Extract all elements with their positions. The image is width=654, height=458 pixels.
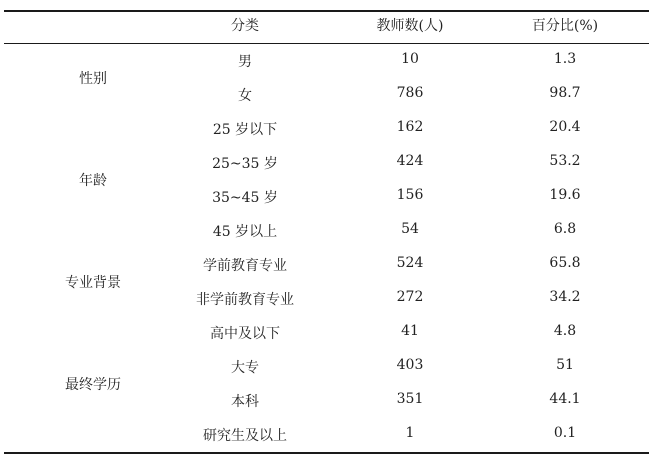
row-count: 156 xyxy=(396,187,424,203)
row-percent: 19.6 xyxy=(549,187,581,203)
row-count: 1 xyxy=(405,425,415,441)
row-percent: 98.7 xyxy=(549,85,581,101)
table-top-rule xyxy=(4,10,649,12)
group-label-education: 最终学历 xyxy=(65,377,121,393)
row-category: 25 岁以下 xyxy=(212,122,278,138)
group-label-major: 专业背景 xyxy=(65,275,121,291)
row-category: 非学前教育专业 xyxy=(196,292,294,308)
row-count: 424 xyxy=(396,153,424,169)
row-count: 54 xyxy=(401,221,419,237)
row-count: 10 xyxy=(401,51,419,67)
row-percent: 0.1 xyxy=(553,425,577,441)
row-count: 41 xyxy=(401,323,419,339)
row-percent: 53.2 xyxy=(549,153,581,169)
row-category: 本科 xyxy=(231,394,259,410)
row-percent: 6.8 xyxy=(553,221,577,237)
row-percent: 65.8 xyxy=(549,255,581,271)
row-percent: 20.4 xyxy=(549,119,581,135)
table-header-rule xyxy=(4,43,649,44)
row-count: 162 xyxy=(396,119,424,135)
row-count: 524 xyxy=(396,255,424,271)
row-percent: 4.8 xyxy=(553,323,577,339)
row-percent: 51 xyxy=(556,357,574,373)
header-category: 分类 xyxy=(231,18,259,34)
row-category: 35~45 岁 xyxy=(212,190,278,206)
row-category: 高中及以下 xyxy=(210,326,280,342)
row-percent: 44.1 xyxy=(549,391,581,407)
row-count: 272 xyxy=(396,289,424,305)
row-category: 45 岁以上 xyxy=(212,224,278,240)
row-count: 403 xyxy=(396,357,424,373)
row-category: 男 xyxy=(238,54,252,70)
header-count: 教师数(人) xyxy=(376,18,444,34)
group-label-age: 年龄 xyxy=(79,173,107,189)
header-percent: 百分比(%) xyxy=(531,18,599,34)
row-count: 351 xyxy=(396,391,424,407)
row-category: 学前教育专业 xyxy=(203,258,287,274)
group-label-gender: 性别 xyxy=(79,71,107,87)
table-bottom-rule xyxy=(4,452,649,454)
row-percent: 1.3 xyxy=(553,51,577,67)
row-category: 女 xyxy=(238,88,252,104)
row-count: 786 xyxy=(396,85,424,101)
row-category: 研究生及以上 xyxy=(203,428,287,444)
row-percent: 34.2 xyxy=(549,289,581,305)
row-category: 25~35 岁 xyxy=(212,156,278,172)
row-category: 大专 xyxy=(231,360,259,376)
